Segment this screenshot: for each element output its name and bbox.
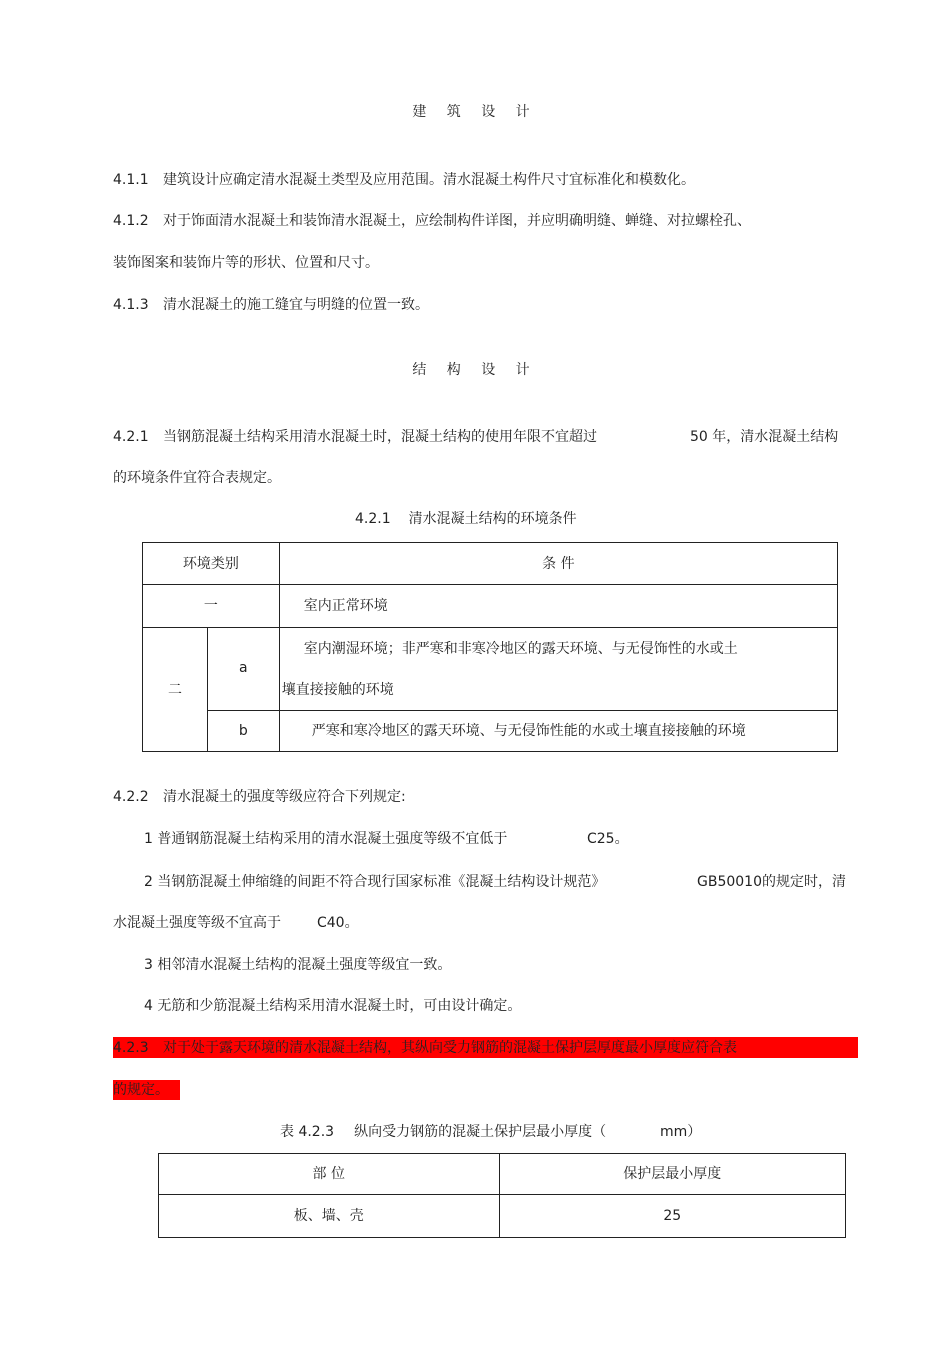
table-caption-text: 纵向受力钢筋的混凝土保护层最小厚度（ [354,1124,607,1140]
table-caption-unit: mm） [660,1124,702,1140]
clause-text: 对于处于露天环境的清水混凝土结构，其纵向受力钢筋的混凝土保护层厚度最小厚度应符合表 [163,1040,737,1056]
table-row [143,711,838,752]
clause-4-2-1-continued: 的环境条件宜符合表规定。 [113,470,281,486]
header-part: 部 位 [159,1154,500,1195]
table-row [159,1195,846,1238]
condition-line: 室内潮湿环境；非严寒和非寒冷地区的露天环境、与无侵饰性的水或土 [303,640,738,657]
table-header-row [159,1154,846,1195]
thickness-cell: 25 [499,1195,846,1238]
list-item: 1 普通钢筋混凝土结构采用的清水混凝土强度等级不宜低于 [144,831,508,847]
section-heading-structure: 结 构 设 计 [412,362,538,378]
clause-text: 对于饰面清水混凝土和装饰清水混凝土，应绘制构件详图，并应明确明缝、蝉缝、对拉螺栓孔、 [163,213,751,229]
table-row [143,585,838,628]
table-caption [280,1122,606,1142]
list-item: 4 无筋和少筋混凝土结构采用清水混凝土时，可由设计确定。 [144,998,522,1014]
table-caption [355,509,577,529]
clause-4-2-1 [113,427,597,447]
clause-4-1-1 [113,170,695,190]
cover-thickness-table [158,1153,846,1238]
subcategory-cell: a [207,628,279,711]
clause-number: 4.1.2 [113,213,149,229]
part-cell: 板、墙、壳 [159,1195,500,1238]
subcategory-cell: b [207,711,279,752]
list-item: 3 相邻清水混凝土结构的混凝土强度等级宜一致。 [144,957,452,973]
clause-number: 4.2.2 [113,789,149,805]
clause-4-2-1-tail: 50 年，清水混凝土结构 [690,429,839,445]
header-thickness: 保护层最小厚度 [499,1154,846,1195]
list-item: 2 当钢筋混凝土伸缩缝的间距不符合现行国家标准《混凝土结构设计规范》 [144,874,606,890]
list-item-value: C25。 [587,831,629,847]
clause-number: 4.1.1 [113,172,149,188]
table-caption-number: 表 4.2.3 [280,1124,335,1140]
header-condition: 条 件 [279,543,837,585]
condition-cell: 严寒和寒冷地区的露天环境、与无侵饰性能的水或土壤直接接触的环境 [279,711,837,752]
clause-4-2-3-continued: 的规定。 [113,1082,169,1098]
clause-4-2-3 [113,1038,737,1058]
clause-text: 建筑设计应确定清水混凝土类型及应用范围。清水混凝土构件尺寸宜标准化和模数化。 [163,172,695,188]
header-category: 环境类别 [143,543,280,585]
clause-number: 4.2.3 [113,1040,149,1056]
clause-text: 清水混凝土的强度等级应符合下列规定: [163,789,406,805]
section-heading-architecture: 建 筑 设 计 [412,104,538,120]
table-caption-text: 清水混凝土结构的环境条件 [408,511,577,527]
table-header-row [143,543,838,585]
list-item-continued: 水混凝土强度等级不宜高于 [113,915,281,931]
list-item-value: C40。 [317,915,359,931]
clause-number: 4.1.3 [113,297,149,313]
clause-text: 清水混凝土的施工缝宜与明缝的位置一致。 [163,297,429,313]
category-cell: 二 [143,628,208,752]
category-cell: 一 [143,585,280,628]
table-row [143,628,838,711]
clause-4-1-2 [113,211,751,231]
clause-4-1-2-continued: 装饰图案和装饰片等的形状、位置和尺寸。 [113,255,379,271]
condition-cell [279,628,837,711]
clause-4-2-2 [113,787,406,807]
condition-line: 壤直接接触的环境 [281,681,394,698]
environment-table [142,542,838,752]
clause-number: 4.2.1 [113,429,149,445]
clause-4-1-3 [113,295,429,315]
condition-cell: 室内正常环境 [279,585,837,628]
list-item-value: GB50010的规定时，清 [697,874,846,890]
clause-text: 当钢筋混凝土结构采用清水混凝土时，混凝土结构的使用年限不宜超过 [163,429,597,445]
table-caption-number: 4.2.1 [355,511,391,527]
